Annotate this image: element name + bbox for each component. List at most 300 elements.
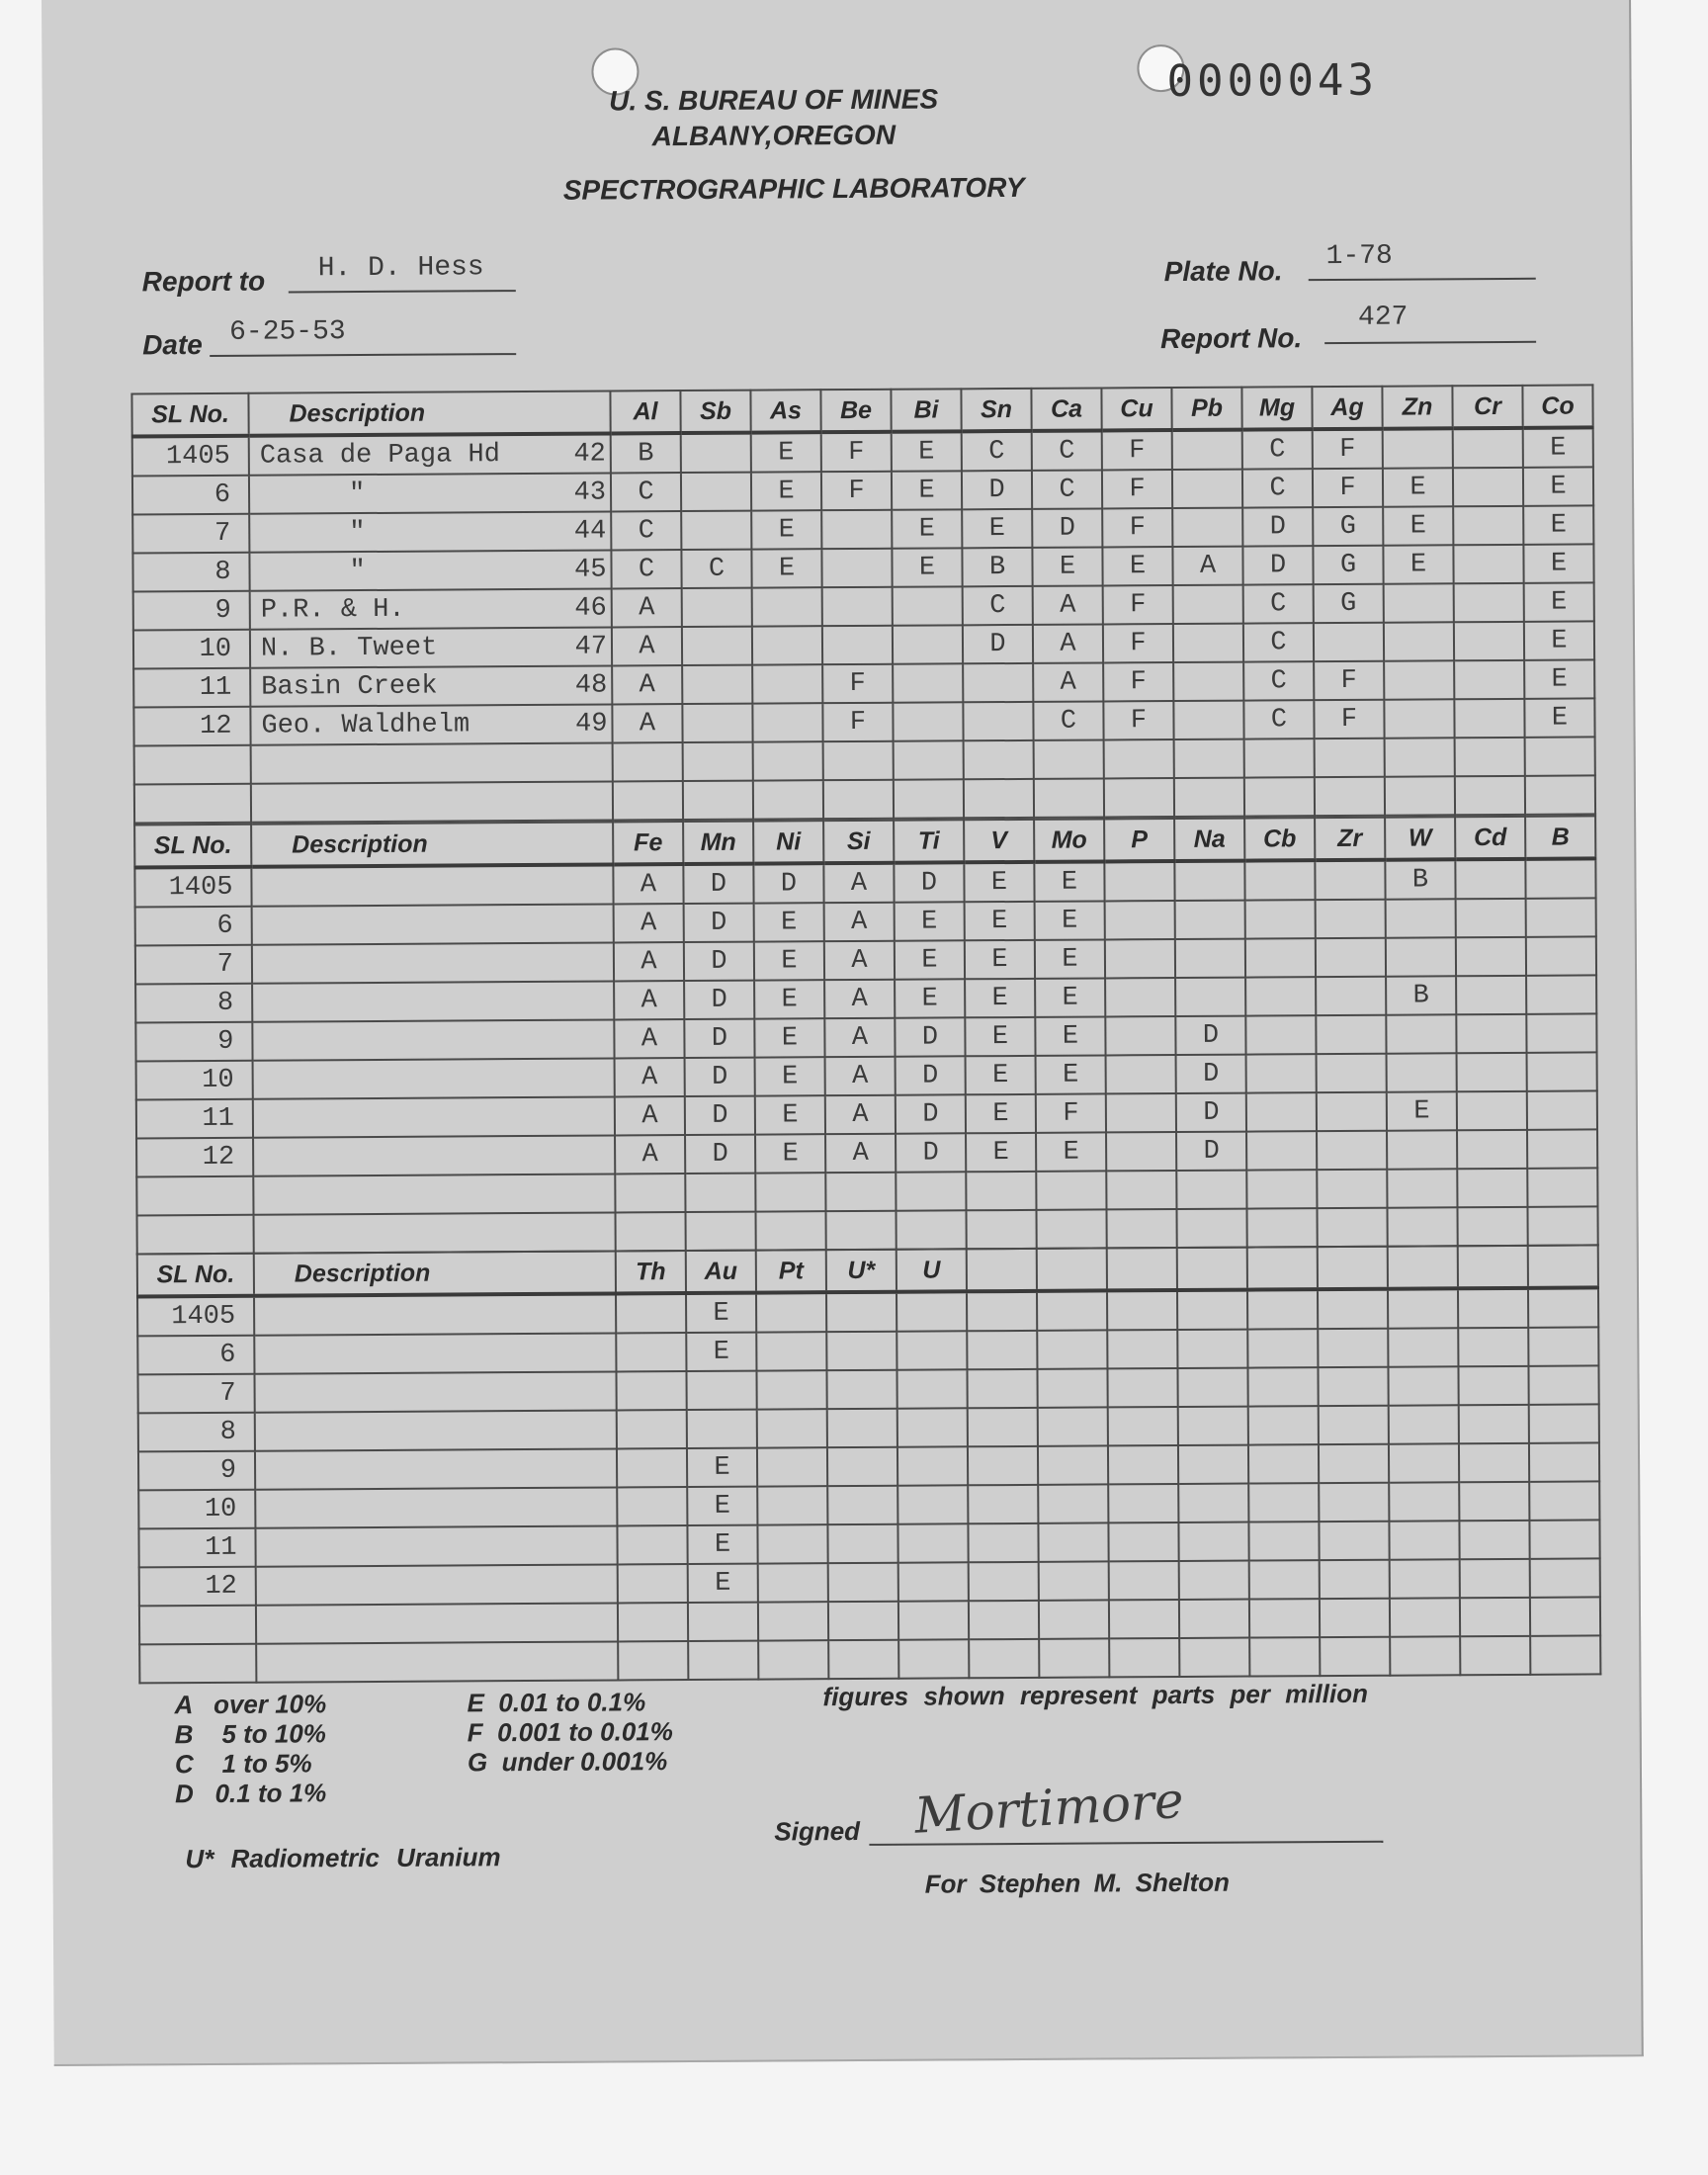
element-value-cell <box>1388 1366 1458 1405</box>
element-value-cell: E <box>966 1056 1036 1094</box>
element-value-cell <box>758 1640 828 1679</box>
element-value-cell <box>755 1173 825 1211</box>
element-value-cell <box>752 587 822 626</box>
element-value-cell <box>893 702 963 740</box>
element-value-cell <box>1390 1598 1460 1636</box>
description-cell <box>253 1058 615 1098</box>
element-value-cell <box>756 1211 826 1250</box>
sl-number-cell: 1405 <box>132 436 249 477</box>
column-header: U* <box>826 1250 897 1292</box>
element-value-cell <box>828 1640 898 1679</box>
element-value-cell: E <box>754 903 824 941</box>
sl-number-cell <box>134 745 251 785</box>
description-cell <box>254 1212 616 1253</box>
element-value-cell: E <box>686 1293 756 1333</box>
column-header: Ag <box>1312 387 1382 429</box>
element-value-cell <box>1034 778 1104 817</box>
element-value-cell <box>1245 938 1316 977</box>
description-cell <box>256 1641 618 1682</box>
element-value-cell <box>1248 1406 1319 1444</box>
sl-number-cell: 11 <box>136 1099 253 1139</box>
element-value-cell <box>1530 1597 1600 1635</box>
element-value-cell: E <box>966 1094 1036 1133</box>
element-value-cell <box>1459 1405 1529 1443</box>
header-lab: SPECTROGRAPHIC LABORATORY <box>562 171 1025 206</box>
element-value-cell <box>825 1173 896 1211</box>
element-value-cell: A <box>612 704 682 742</box>
element-value-cell <box>1320 1560 1390 1599</box>
element-value-cell: E <box>1523 544 1593 582</box>
element-value-cell <box>756 1332 826 1370</box>
header-bureau: U. S. BUREAU OF MINES <box>609 83 939 117</box>
element-value-cell <box>757 1447 827 1486</box>
element-value-cell <box>967 1291 1037 1331</box>
element-value-cell <box>1457 1169 1527 1207</box>
element-value-cell <box>963 702 1033 740</box>
element-value-cell <box>1458 1328 1528 1366</box>
element-value-cell: A <box>614 942 684 981</box>
sl-number-cell: 11 <box>138 1528 255 1568</box>
element-value-cell <box>1460 1598 1530 1636</box>
element-value-cell: E <box>1524 582 1594 621</box>
element-value-cell <box>1384 699 1454 738</box>
column-header: Description <box>254 1251 616 1295</box>
element-value-cell <box>1178 1484 1248 1522</box>
element-value-cell: C <box>611 473 681 511</box>
element-value-cell <box>682 588 752 627</box>
column-header: Zr <box>1315 818 1385 860</box>
element-value-cell <box>1384 583 1454 622</box>
element-value-cell <box>966 1172 1036 1210</box>
element-value-cell <box>1389 1405 1459 1443</box>
element-value-cell <box>1459 1482 1529 1521</box>
element-value-cell <box>756 1370 826 1409</box>
element-value-cell <box>896 1172 966 1210</box>
sl-number-cell: 8 <box>135 984 252 1023</box>
sample-number: 48 <box>574 670 608 701</box>
element-value-cell <box>1105 978 1175 1016</box>
element-value-cell <box>1108 1484 1178 1522</box>
element-value-cell <box>964 740 1034 779</box>
element-value-cell <box>753 741 823 780</box>
description-cell <box>253 1096 615 1137</box>
element-value-cell <box>752 626 822 664</box>
element-value-cell <box>688 1641 758 1680</box>
element-value-cell <box>1317 1054 1387 1092</box>
element-value-cell <box>896 1210 966 1249</box>
element-value-cell <box>1174 778 1244 817</box>
element-value-cell <box>1317 1131 1387 1170</box>
element-value-cell: A <box>615 1096 685 1135</box>
column-header: Pb <box>1171 388 1241 430</box>
element-value-cell <box>821 510 892 549</box>
element-value-cell: A <box>614 1019 684 1058</box>
element-value-cell: C <box>1243 661 1314 700</box>
element-value-cell: A <box>612 588 682 627</box>
element-value-cell: F <box>1314 700 1384 739</box>
column-header <box>1107 1248 1177 1290</box>
element-value-cell: A <box>615 1135 685 1174</box>
element-value-cell: A <box>824 941 895 980</box>
element-value-cell <box>826 1292 897 1332</box>
element-value-cell <box>1246 1170 1317 1208</box>
element-value-cell <box>1177 1330 1247 1368</box>
date-value: 6-25-53 <box>228 316 346 348</box>
element-value-cell <box>1173 662 1243 701</box>
column-header: Th <box>616 1251 686 1293</box>
element-value-cell <box>967 1331 1037 1369</box>
stamp-number: 0000043 <box>1166 54 1379 108</box>
element-value-cell <box>1453 468 1523 506</box>
element-value-cell: B <box>962 548 1032 586</box>
element-value-cell <box>1249 1637 1320 1676</box>
element-value-cell: E <box>751 472 821 510</box>
element-value-cell <box>681 433 751 473</box>
element-value-cell <box>1246 1208 1317 1247</box>
column-header: P <box>1104 819 1174 861</box>
description-cell <box>256 1603 618 1643</box>
element-value-cell <box>616 1212 686 1251</box>
column-header: Ti <box>894 820 964 862</box>
element-value-cell: A <box>614 904 684 942</box>
element-value-cell <box>756 1292 826 1332</box>
element-value-cell: D <box>1032 508 1102 547</box>
description-cell <box>249 473 611 513</box>
handwritten-signature: Mortimore <box>912 1771 1185 1845</box>
report-to-label: Report to <box>141 265 266 298</box>
column-header: As <box>750 390 820 432</box>
element-value-cell <box>827 1447 897 1486</box>
element-value-cell <box>758 1563 828 1602</box>
element-value-cell: E <box>1035 978 1105 1016</box>
element-value-cell <box>1525 775 1595 814</box>
element-value-cell <box>687 1410 757 1448</box>
column-header: Ni <box>753 821 823 863</box>
element-value-cell <box>821 549 892 587</box>
element-value-cell <box>1320 1637 1390 1676</box>
column-header: Fe <box>613 822 683 864</box>
element-value-cell <box>613 742 683 781</box>
column-header: B <box>1525 816 1595 858</box>
element-value-cell: D <box>1176 1055 1246 1093</box>
element-value-cell: F <box>1314 661 1384 700</box>
column-header: SL No. <box>137 1254 254 1297</box>
element-value-cell: G <box>1313 546 1383 584</box>
sl-number-cell: 8 <box>138 1413 255 1452</box>
element-value-cell <box>897 1523 968 1562</box>
report-no-line <box>1324 307 1536 344</box>
element-value-cell <box>1527 1129 1597 1168</box>
element-value-cell <box>1319 1444 1389 1483</box>
element-value-cell <box>1177 1290 1247 1330</box>
element-value-cell <box>1174 861 1244 901</box>
element-value-cell <box>1105 939 1175 978</box>
element-value-cell: E <box>892 471 962 509</box>
element-value-cell <box>894 779 964 818</box>
element-value-cell <box>1247 1367 1318 1406</box>
element-value-cell <box>1455 776 1525 815</box>
element-value-cell <box>893 586 963 625</box>
element-value-cell: E <box>895 979 965 1017</box>
element-value-cell <box>1456 976 1526 1014</box>
element-value-cell <box>1244 739 1315 777</box>
element-value-cell: E <box>1383 545 1453 583</box>
element-value-cell: E <box>751 432 821 472</box>
column-header: Au <box>686 1251 756 1293</box>
element-value-cell: F <box>821 472 892 510</box>
element-value-cell <box>1174 740 1244 778</box>
element-value-cell <box>1172 470 1242 508</box>
element-value-cell <box>1108 1445 1178 1484</box>
sl-number-cell: 7 <box>132 514 249 554</box>
legend-left <box>174 1689 326 1808</box>
element-value-cell <box>966 1210 1036 1249</box>
sl-number-cell: 9 <box>138 1451 255 1491</box>
elements-table-2 <box>133 815 1599 1255</box>
element-value-cell: E <box>755 1057 825 1095</box>
element-value-cell <box>1384 660 1454 699</box>
element-value-cell <box>1244 777 1315 816</box>
element-value-cell: E <box>1032 547 1102 585</box>
for-line: For Stephen M. Shelton <box>924 1867 1231 1899</box>
element-value-cell: D <box>1175 1016 1245 1055</box>
element-value-cell <box>1176 1209 1246 1248</box>
description-cell <box>251 742 613 783</box>
element-value-cell: E <box>1035 939 1105 978</box>
element-value-cell <box>1316 977 1386 1015</box>
element-value-cell: E <box>1035 901 1105 939</box>
element-value-cell <box>822 626 893 664</box>
element-value-cell: A <box>614 981 684 1019</box>
element-value-cell <box>1386 1014 1456 1053</box>
element-value-cell <box>1036 1171 1106 1209</box>
element-value-cell <box>1316 938 1386 977</box>
element-value-cell: G <box>1313 507 1383 546</box>
element-value-cell <box>1178 1522 1248 1561</box>
column-header: Co <box>1522 385 1592 427</box>
legend-e: E 0.01 to 0.1% <box>467 1687 646 1718</box>
description-cell <box>255 1410 617 1450</box>
element-value-cell <box>1037 1290 1107 1330</box>
element-value-cell <box>752 664 822 703</box>
element-value-cell <box>1177 1368 1247 1407</box>
element-value-cell <box>1248 1483 1319 1522</box>
element-value-cell: B <box>1385 859 1455 899</box>
element-value-cell <box>1038 1522 1108 1561</box>
report-sheet <box>42 0 1644 2066</box>
element-value-cell: F <box>1313 469 1383 507</box>
element-value-cell <box>1387 1130 1457 1169</box>
element-value-cell <box>1454 660 1524 699</box>
legend-middle <box>467 1687 673 1777</box>
element-value-cell <box>617 1448 687 1487</box>
element-value-cell <box>828 1563 898 1602</box>
element-value-cell: A <box>825 1134 896 1173</box>
element-value-cell: D <box>1242 546 1313 584</box>
column-header: Cu <box>1101 388 1171 430</box>
element-value-cell <box>1246 1092 1317 1131</box>
element-value-cell <box>1249 1599 1320 1637</box>
column-header: Ca <box>1031 388 1101 430</box>
element-value-cell <box>1456 1014 1526 1053</box>
column-header: V <box>964 820 1034 862</box>
element-value-cell <box>897 1331 967 1369</box>
element-value-cell <box>1454 583 1524 622</box>
element-value-cell <box>1247 1289 1318 1329</box>
element-value-cell <box>688 1603 758 1641</box>
element-value-cell: E <box>895 940 965 979</box>
element-value-cell <box>1315 739 1385 777</box>
element-value-cell <box>827 1524 897 1563</box>
element-value-cell: C <box>1243 700 1314 739</box>
element-value-cell: C <box>1243 584 1314 623</box>
element-value-cell: E <box>964 862 1034 902</box>
element-value-cell <box>1038 1445 1108 1484</box>
description-text: " <box>349 517 366 548</box>
element-value-cell <box>1454 622 1524 660</box>
element-value-cell: E <box>965 1017 1035 1056</box>
element-value-cell: A <box>1033 585 1103 624</box>
element-value-cell <box>757 1524 827 1563</box>
element-value-cell <box>825 1211 896 1250</box>
element-value-cell: E <box>892 509 962 548</box>
element-value-cell: A <box>825 1095 896 1134</box>
element-value-cell <box>1106 1093 1176 1132</box>
element-value-cell <box>968 1408 1038 1446</box>
element-value-cell <box>1525 858 1595 898</box>
element-value-cell <box>1106 1055 1176 1093</box>
description-cell <box>251 781 613 822</box>
description-cell <box>255 1487 617 1527</box>
element-value-cell: A <box>612 627 682 665</box>
element-value-cell <box>1105 901 1175 939</box>
element-value-cell: D <box>685 1135 755 1174</box>
element-value-cell <box>823 741 894 780</box>
element-value-cell: D <box>684 981 754 1019</box>
column-header <box>1177 1248 1247 1290</box>
legend-c: C 1 to 5% <box>174 1748 312 1780</box>
element-value-cell <box>1388 1328 1458 1366</box>
element-value-cell <box>615 1174 685 1212</box>
column-header: Mn <box>683 822 753 864</box>
element-value-cell <box>1528 1287 1598 1327</box>
element-value-cell: C <box>1032 470 1102 508</box>
element-value-cell: E <box>687 1487 757 1525</box>
description-cell <box>250 588 612 629</box>
sl-number-cell: 8 <box>132 553 249 592</box>
element-value-cell: F <box>1103 585 1173 624</box>
element-value-cell <box>1457 1130 1527 1169</box>
description-text: Casa de Paga Hd <box>259 439 500 472</box>
element-value-cell <box>897 1485 968 1523</box>
element-value-cell <box>1529 1481 1599 1520</box>
element-value-cell: E <box>892 431 962 471</box>
element-value-cell <box>1389 1521 1459 1559</box>
element-value-cell <box>1175 939 1245 978</box>
element-value-cell: C <box>1242 429 1313 469</box>
element-value-cell: E <box>1387 1091 1457 1130</box>
element-value-cell: A <box>613 864 683 904</box>
element-value-cell <box>1458 1366 1528 1405</box>
element-value-cell <box>1390 1559 1460 1598</box>
element-value-cell <box>1109 1600 1179 1638</box>
element-value-cell <box>1455 738 1525 776</box>
element-value-cell <box>618 1603 688 1641</box>
element-value-cell: F <box>1102 470 1172 508</box>
description-cell <box>250 665 612 706</box>
signed-label: Signed <box>774 1815 861 1847</box>
element-value-cell: D <box>753 863 823 903</box>
element-value-cell <box>1385 776 1455 815</box>
description-cell <box>252 942 614 983</box>
sample-number: 43 <box>573 478 607 508</box>
element-value-cell: D <box>683 864 753 904</box>
element-value-cell <box>1104 861 1174 901</box>
legend-a: A over 10% <box>174 1689 327 1720</box>
element-value-cell <box>1318 1329 1388 1367</box>
element-value-cell: G <box>1314 584 1384 623</box>
element-value-cell <box>1316 1015 1386 1054</box>
element-value-cell: F <box>822 664 893 703</box>
element-value-cell <box>1039 1600 1109 1638</box>
element-value-cell <box>1315 777 1385 816</box>
column-header: U <box>897 1249 967 1291</box>
element-value-cell: E <box>1524 659 1594 698</box>
sl-number-cell <box>139 1606 256 1645</box>
sl-number-cell <box>136 1176 253 1216</box>
element-value-cell: E <box>965 979 1035 1017</box>
element-value-cell: F <box>1103 662 1173 701</box>
element-value-cell <box>1178 1407 1248 1445</box>
element-value-cell <box>617 1487 687 1525</box>
element-value-cell: C <box>681 550 751 588</box>
element-value-cell: E <box>1036 1132 1106 1171</box>
sl-number-cell: 6 <box>132 476 249 515</box>
element-value-cell <box>1318 1289 1388 1329</box>
element-value-cell: A <box>1172 547 1242 585</box>
element-value-cell: D <box>895 1017 965 1056</box>
column-header: Be <box>820 390 891 432</box>
element-value-cell <box>1106 1209 1176 1248</box>
element-value-cell: E <box>1383 468 1453 506</box>
element-value-cell <box>894 740 964 779</box>
element-value-cell <box>758 1602 828 1640</box>
element-value-cell: E <box>1523 427 1593 467</box>
element-value-cell <box>893 625 963 663</box>
element-value-cell <box>616 1371 686 1410</box>
description-cell <box>253 1174 615 1214</box>
element-value-cell: D <box>684 1019 754 1058</box>
element-value-cell <box>1527 1168 1597 1206</box>
element-value-cell: E <box>1102 547 1172 585</box>
element-value-cell <box>1105 1016 1175 1055</box>
description-cell <box>254 1371 616 1412</box>
element-value-cell <box>1527 1052 1597 1090</box>
element-value-cell <box>1386 899 1456 937</box>
legend-uranium: U* Radiometric Uranium <box>185 1842 501 1874</box>
element-value-cell <box>1108 1407 1178 1445</box>
element-value-cell <box>753 780 823 819</box>
sl-number-cell: 10 <box>136 1061 253 1100</box>
element-value-cell: E <box>1035 1016 1105 1055</box>
sample-number: 45 <box>574 555 607 585</box>
sl-number-cell <box>137 1215 254 1255</box>
element-value-cell <box>616 1293 686 1333</box>
element-value-cell <box>1107 1330 1177 1368</box>
element-value-cell: F <box>1103 624 1173 662</box>
element-value-cell: E <box>687 1448 757 1487</box>
column-header: Mg <box>1241 387 1312 429</box>
